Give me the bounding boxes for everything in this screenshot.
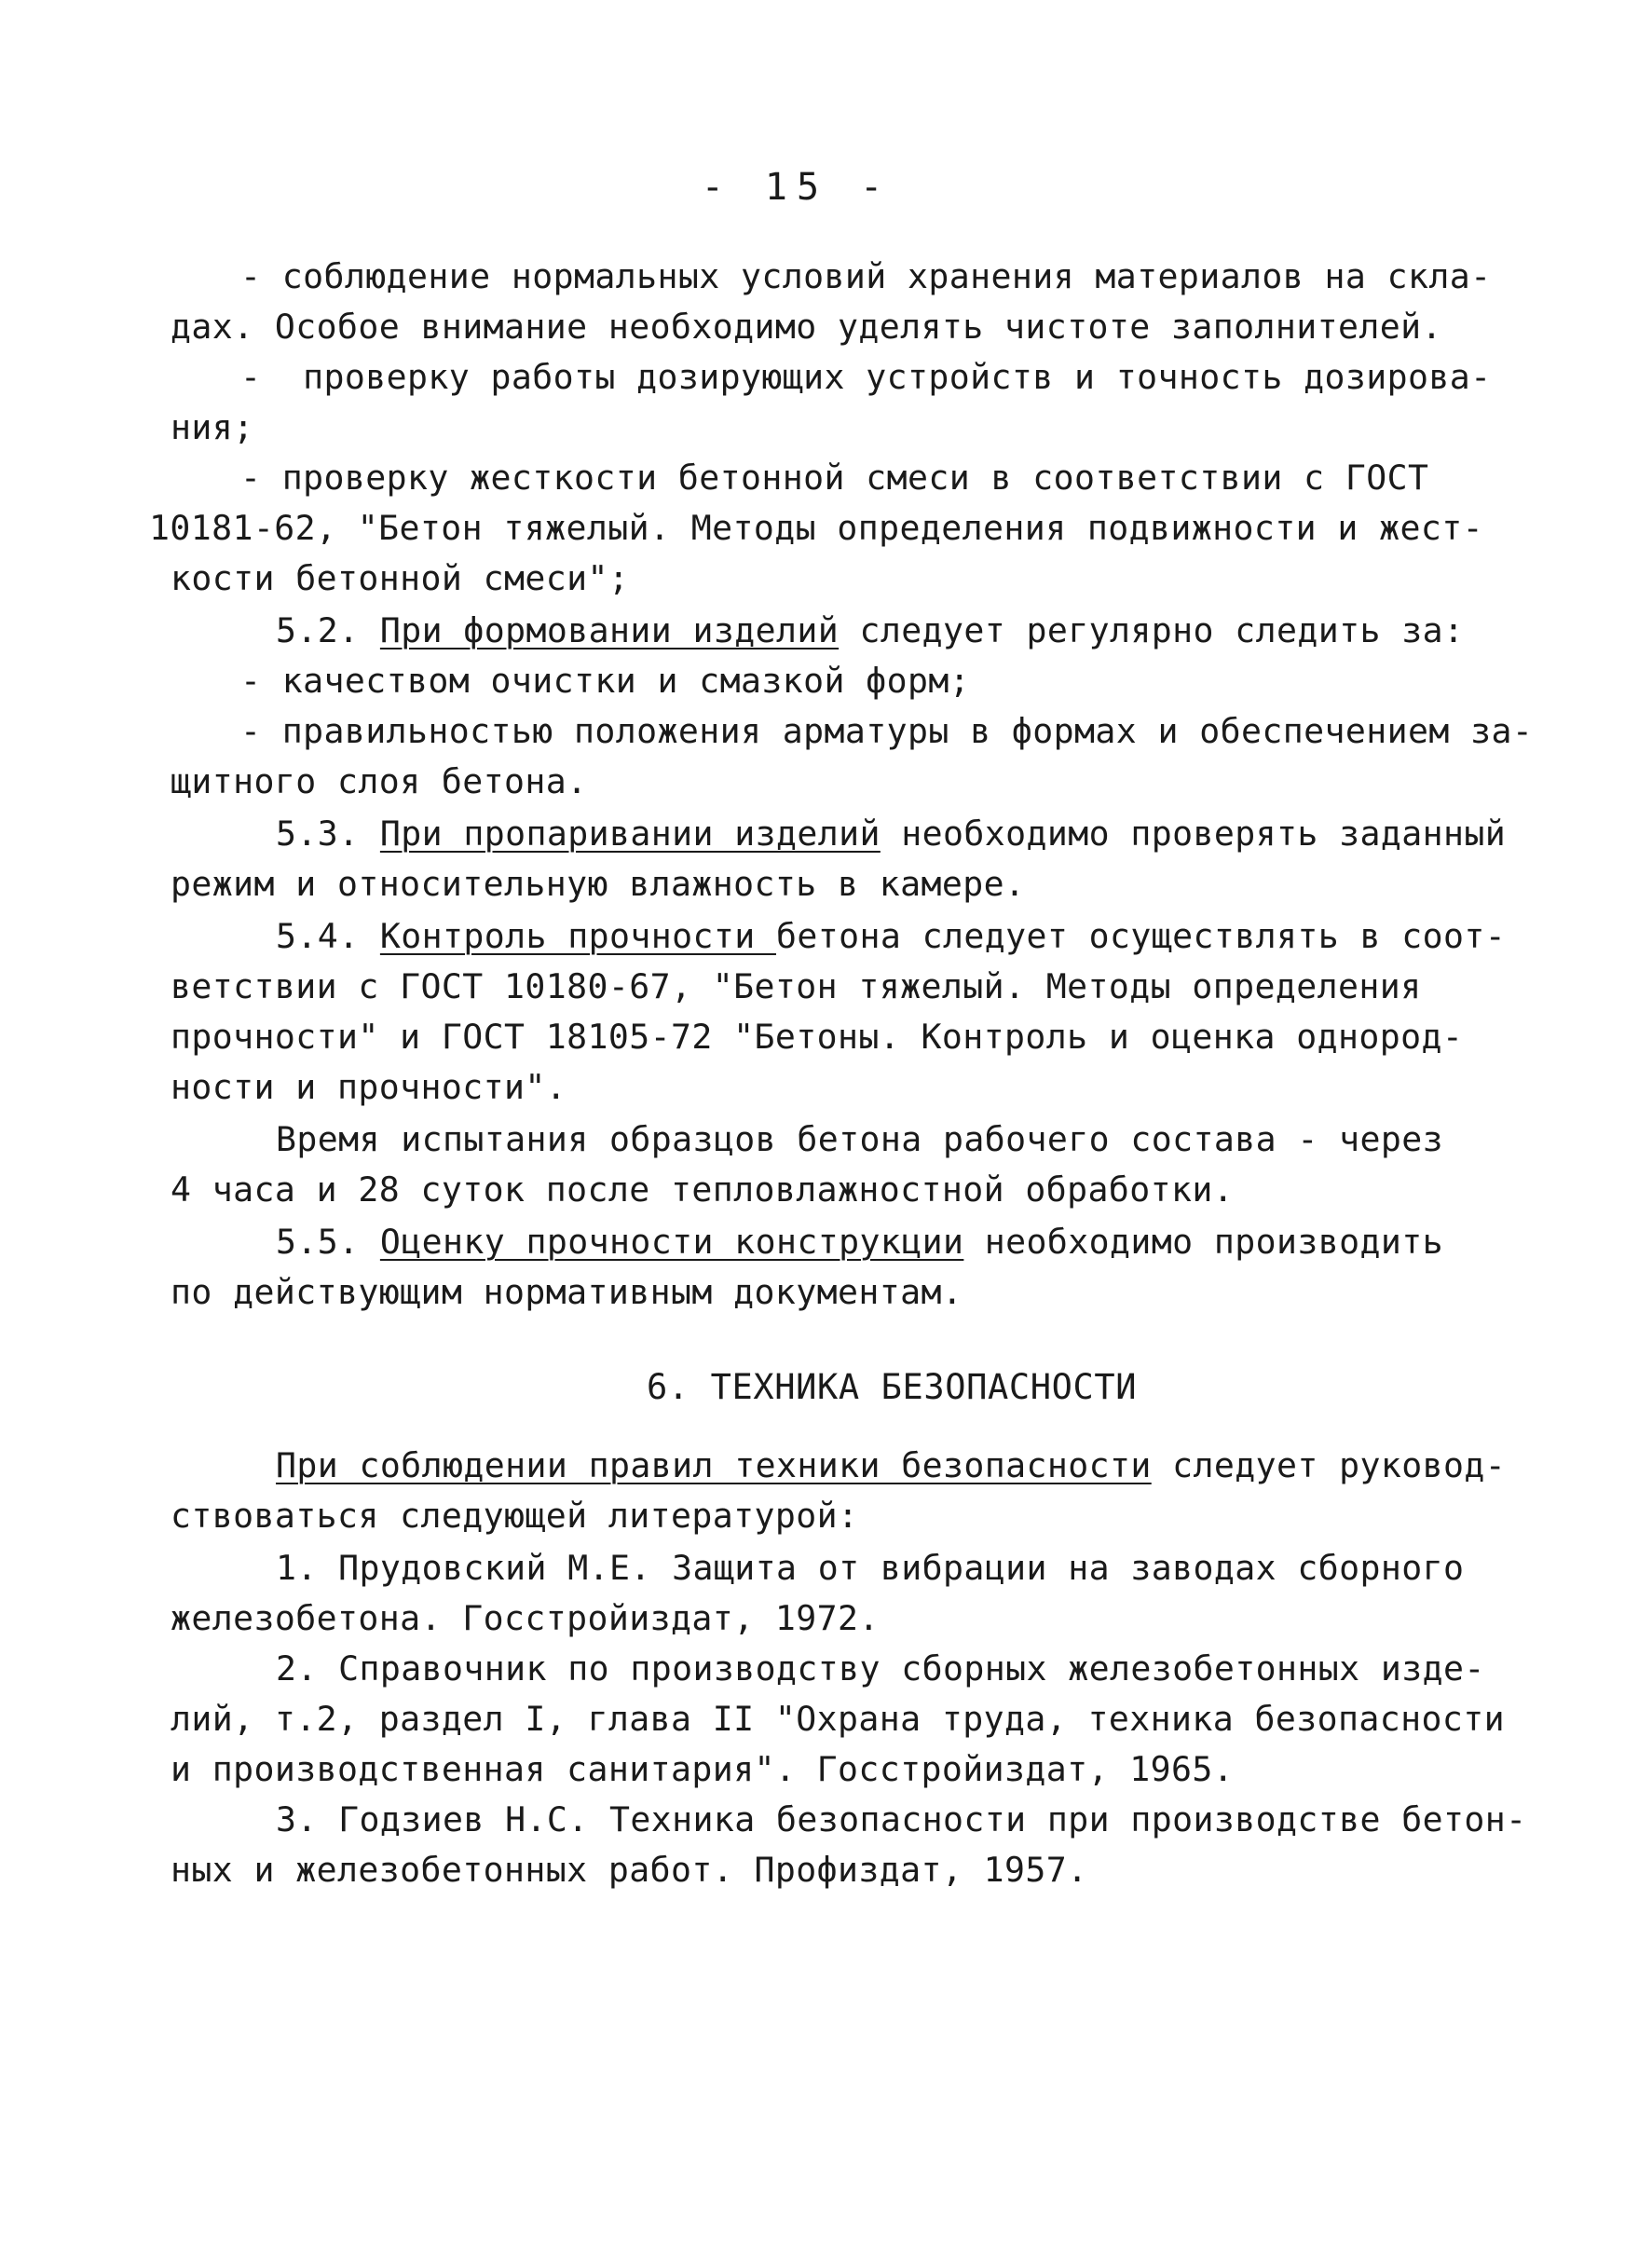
text-line: - проверку работы дозирующих устройств и точность дозирова- xyxy=(240,357,1492,397)
text-span: следует регулярно следить за: xyxy=(839,610,1465,650)
underlined-phrase: При соблюдении правил техники безопасности xyxy=(276,1445,1152,1485)
text-line: дах. Особое внимание необходимо уделять чистоте заполнителей. xyxy=(171,307,1442,347)
text-line: по действующим нормативным документам. xyxy=(171,1272,963,1312)
text-span: следует руковод- xyxy=(1151,1445,1507,1485)
text-line: ных и железобетонных работ. Профиздат, 1957. xyxy=(171,1850,1088,1890)
text-span: необходимо производить xyxy=(963,1222,1443,1262)
text-line: - качеством очистки и смазкой форм; xyxy=(240,661,971,701)
page-number: - 15 - xyxy=(701,166,893,209)
text-line: 4 часа и 28 суток после тепловлажностной обработки. xyxy=(171,1169,1235,1210)
clause-number: 5.4. xyxy=(276,916,380,956)
clause-number: 5.2. xyxy=(276,610,380,650)
text-line: ствоваться следующей литературой: xyxy=(171,1496,859,1536)
underlined-phrase: При формовании изделий xyxy=(379,610,840,650)
paragraph-5-2 xyxy=(276,606,1464,656)
text-line: - соблюдение нормальных условий хранения материалов на скла- xyxy=(240,256,1492,296)
text-line: щитного слоя бетона. xyxy=(171,761,588,801)
paragraph-5-4 xyxy=(276,911,1506,962)
text-line: - проверку жесткости бетонной смеси в соответствии с ГОСТ xyxy=(240,458,1429,498)
paragraph-5-3 xyxy=(276,809,1506,859)
text-line: лий, т.2, раздел I, глава II "Охрана труда, техника безопасности xyxy=(171,1699,1505,1739)
text-line: ния; xyxy=(171,407,254,447)
text-line: - правильностью положения арматуры в формах и обеспечением за- xyxy=(240,711,1534,751)
text-span: необходимо проверять заданный xyxy=(880,814,1507,854)
clause-number: 5.5. xyxy=(276,1222,380,1262)
underlined-phrase: При пропаривании изделий xyxy=(379,814,881,854)
text-line: и производственная санитария". Госстройиздат, 1965. xyxy=(171,1749,1235,1789)
text-line: кости бетонной смеси"; xyxy=(171,558,630,598)
text-line: ветствии с ГОСТ 10180-67, "Бетон тяжелый. Методы определения xyxy=(171,966,1422,1006)
underlined-phrase: Оценку прочности конструкции xyxy=(379,1222,964,1262)
text-line: Время испытания образцов бетона рабочего состава - через xyxy=(276,1119,1443,1159)
section6-intro xyxy=(276,1441,1506,1491)
clause-number: 5.3. xyxy=(276,814,380,854)
reference-item: 1. Прудовский М.Е. Защита от вибрации на заводах сборного xyxy=(276,1548,1465,1588)
section-heading: 6. ТЕХНИКА БЕЗОПАСНОСТИ xyxy=(647,1367,1138,1407)
reference-item: 2. Справочник по производству сборных железобетонных изде- xyxy=(276,1648,1485,1689)
reference-item: 3. Годзиев Н.С. Техника безопасности при производстве бетон- xyxy=(276,1799,1527,1839)
text-line: режим и относительную влажность в камере. xyxy=(171,864,1026,904)
text-line: 10181-62, "Бетон тяжелый. Методы определения подвижности и жест- xyxy=(149,508,1483,548)
text-line: прочности" и ГОСТ 18105-72 "Бетоны. Контроль и оценка однород- xyxy=(171,1017,1464,1057)
paragraph-5-5 xyxy=(276,1217,1443,1267)
underlined-phrase: Контроль прочности xyxy=(379,916,776,956)
text-line: железобетона. Госстройиздат, 1972. xyxy=(171,1598,880,1638)
text-line: ности и прочности". xyxy=(171,1067,567,1107)
text-span: бетона следует осуществлять в соот- xyxy=(776,916,1507,956)
